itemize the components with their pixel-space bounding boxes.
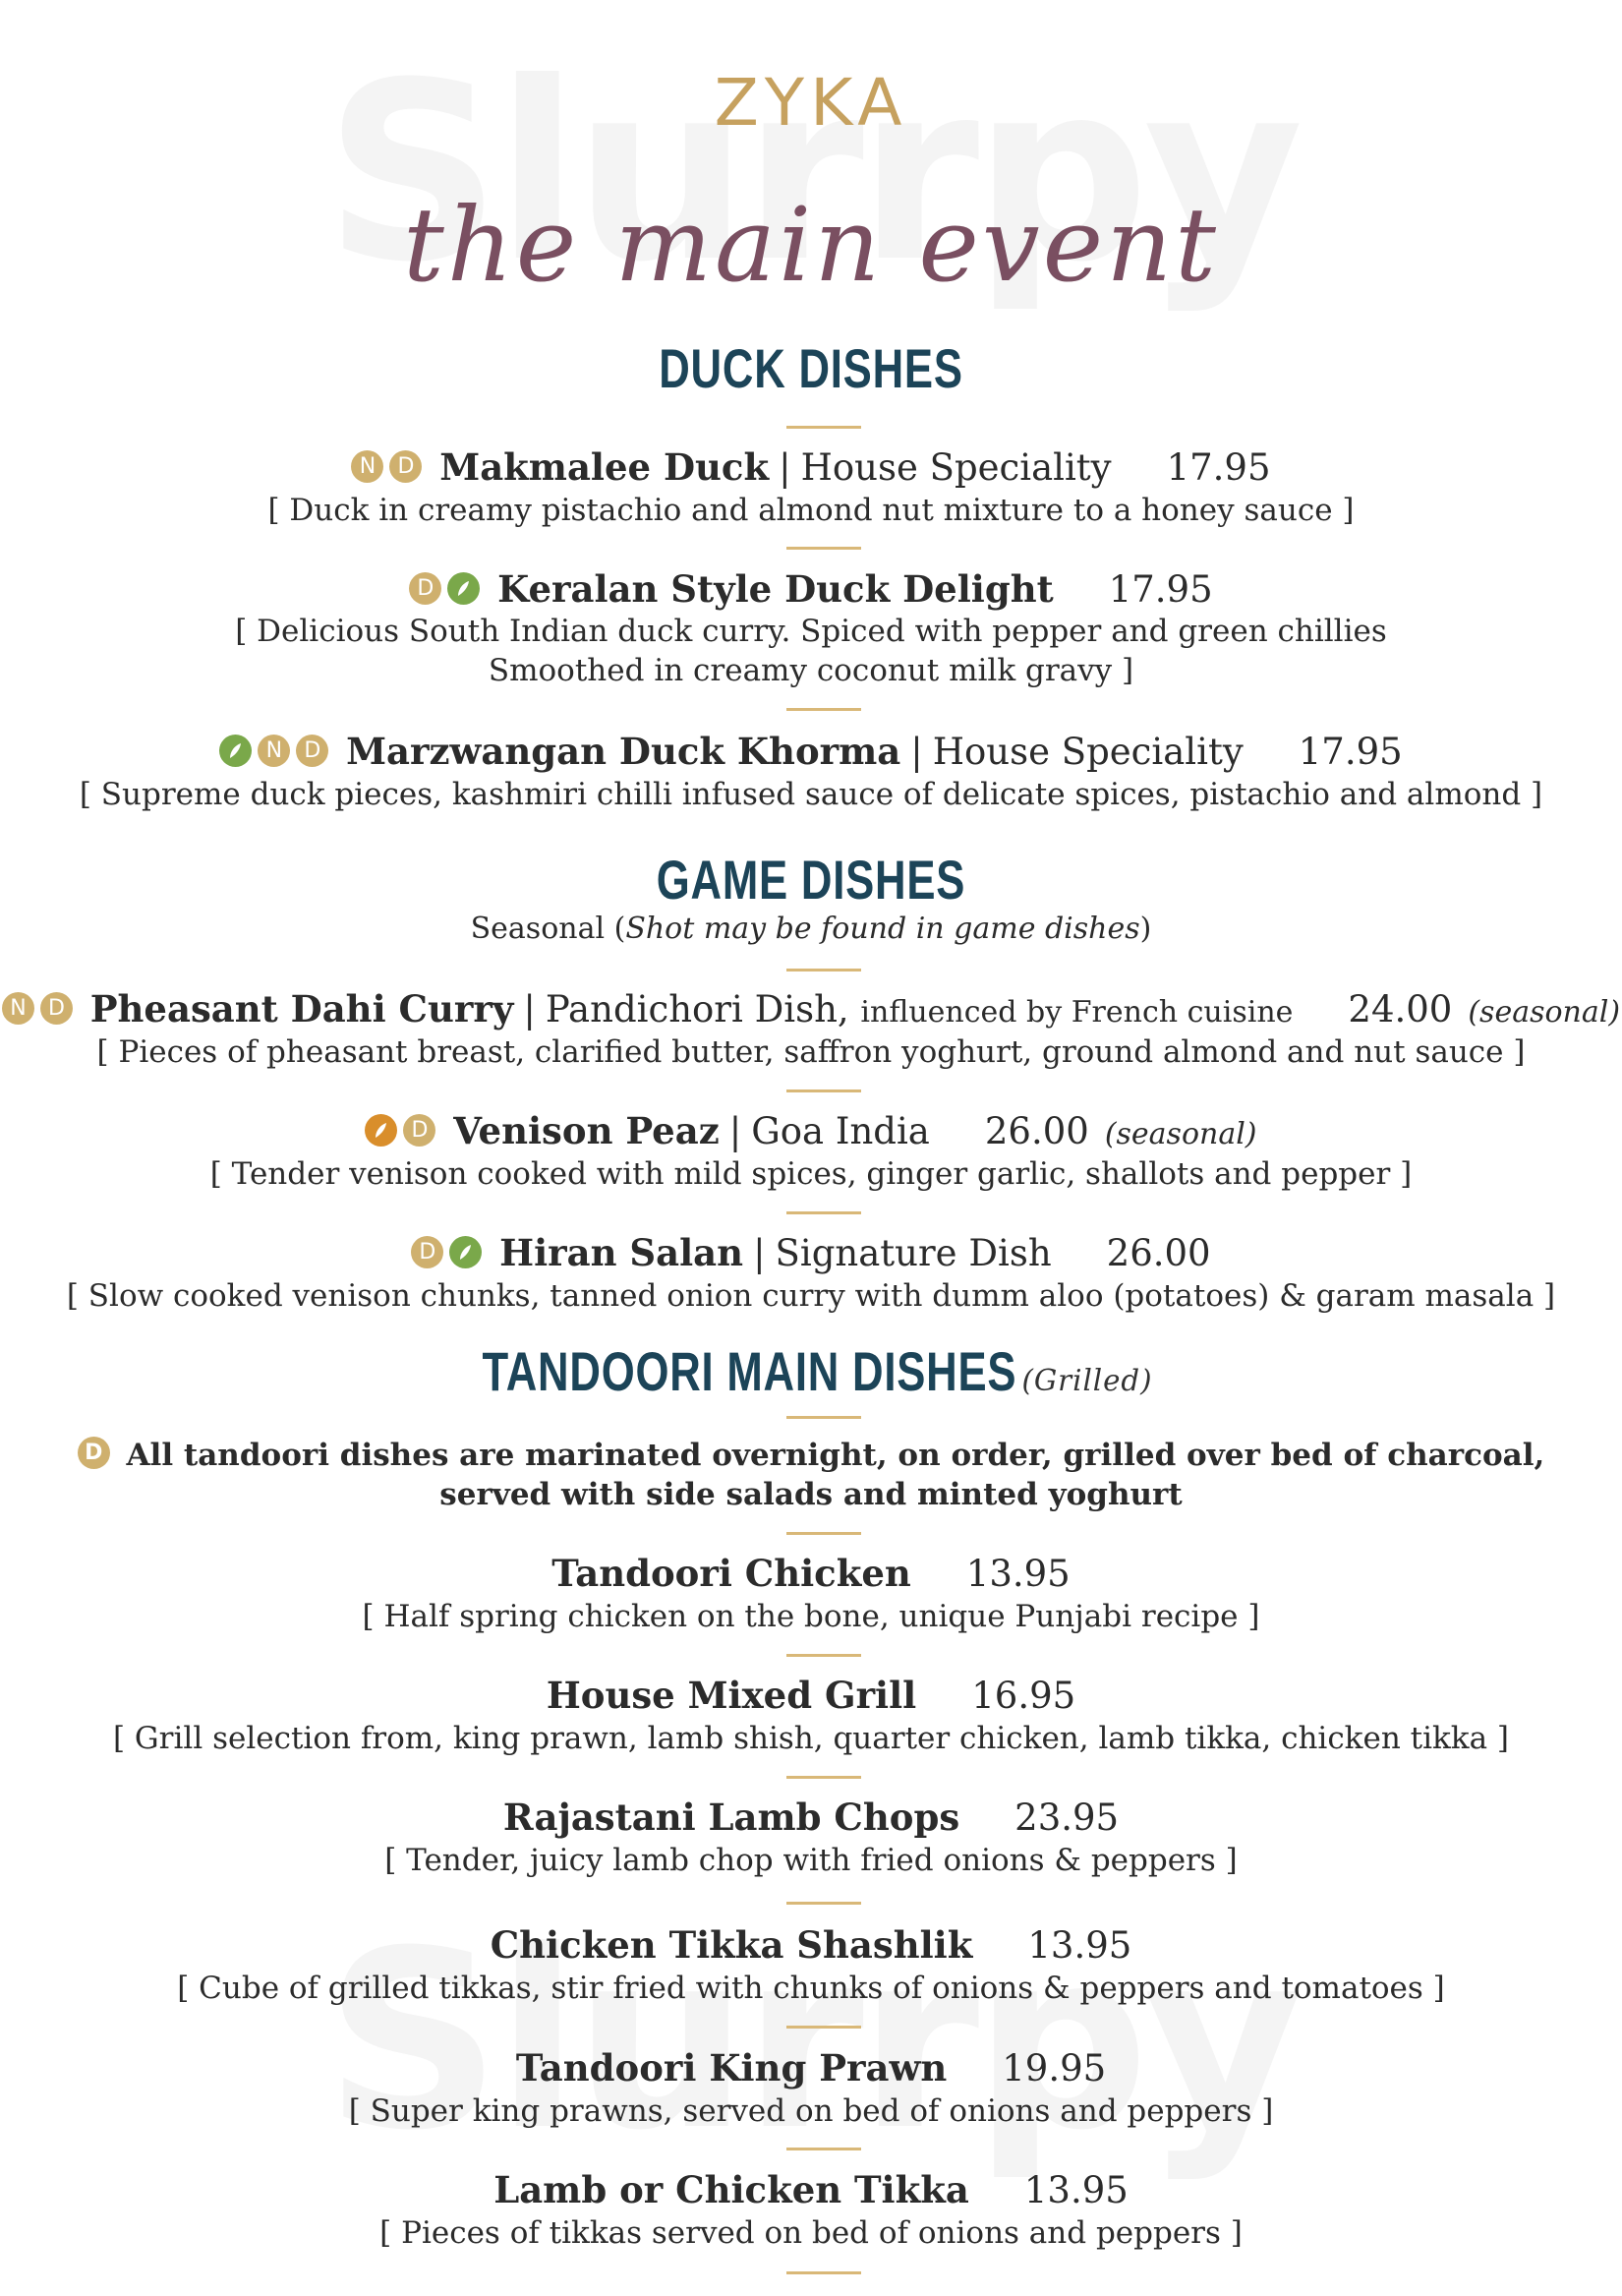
section-title-duck: DUCK DISHES [659,337,963,399]
dairy-icon: D [403,1114,435,1147]
dish-lamb-or-chicken-tikka [0,2168,1622,2212]
dish-rajastani-lamb-chops [0,1796,1622,1840]
tandoori-notice: D All tandoori dishes are marinated overnight, on order, grilled over bed of charcoal, [0,1436,1622,1475]
dish-description: [ Slow cooked venison chunks, tanned onion curry with dumm aloo (potatoes) & garam masala ] [66,1278,1556,1314]
dairy-icon: D [296,735,328,767]
dish-name: Lamb or Chicken Tikka [493,2168,969,2211]
dish-description: [ Tender, juicy lamb chop with fried onions & peppers ] [384,1843,1238,1878]
nut-icon: N [2,992,34,1025]
dish-price: 17.95 [1298,731,1403,773]
dish-name: Chicken Tikka Shashlik [490,1923,973,1967]
divider [786,2026,861,2029]
dish-subtitle: House Speciality [932,731,1244,773]
divider [786,1902,861,1905]
dish-chicken-tikka-shashlik [0,1923,1622,1968]
divider [786,1416,861,1419]
dish-price: 13.95 [1023,2169,1129,2211]
dish-name: House Mixed Grill [546,1674,917,1717]
dish-pheasant-dahi-curry: N D Pheasant Dahi Curry | Pandichori Dish, influenced by French cuisine 24.00 (seasonal) [0,987,1622,1034]
dish-name: Marzwangan Duck Khorma [346,730,901,773]
dish-price: 19.95 [1002,2047,1107,2090]
divider [786,426,861,429]
section-title-tandoori: TANDOORI MAIN DISHES (Grilled) [482,1340,1153,1402]
dish-marzwangan-duck: N D Marzwangan Duck Khorma | House Speciality 17.95 [0,730,1622,774]
seasonal-tag: (seasonal) [1104,1117,1257,1151]
dish-subtitle: Signature Dish [775,1232,1052,1274]
dish-subtitle: Goa India [751,1110,930,1152]
orange-chilli-icon [365,1114,397,1147]
dish-name: Hiran Salan [499,1231,744,1274]
dish-subtitle: House Speciality [800,446,1112,489]
green-chilli-icon [449,1236,482,1268]
dish-price: 16.95 [971,1675,1076,1717]
dish-aside: influenced by French cuisine [860,995,1294,1030]
dish-name: Tandoori Chicken [551,1552,911,1595]
dish-price: 24.00 [1348,988,1453,1030]
divider [786,2271,861,2274]
divider [786,1654,861,1657]
divider [786,969,861,971]
divider [786,547,861,550]
dish-tandoori-chicken [0,1552,1622,1596]
green-chilli-icon [219,735,252,767]
dish-description: [ Super king prawns, served on bed of onions and peppers ] [348,2093,1274,2129]
brand-logo: ZYKA [714,65,908,141]
dish-makmalee-duck: N D Makmalee Duck | House Speciality 17.95 [0,445,1622,490]
nut-icon: N [351,450,383,483]
dish-price: 26.00 [1106,1232,1211,1274]
dish-price: 26.00 [984,1110,1089,1152]
dish-keralan-duck [0,567,1622,612]
tandoori-notice-line2: served with side salads and minted yoghurt [439,1477,1183,1512]
dairy-icon: D [389,450,422,483]
divider [786,1776,861,1779]
game-season-note: Seasonal (Shot may be found in game dishes) [470,912,1152,946]
dish-description: [ Cube of grilled tikkas, stir fried with chunks of onions & peppers and tomatoes ] [177,1971,1445,2006]
dish-description: [ Grill selection from, king prawn, lamb shish, quarter chicken, lamb tikka, chicken tikka ] [112,1721,1510,1756]
dish-hiran-salan: D Hiran Salan | Signature Dish 26.00 [0,1231,1622,1275]
divider [786,708,861,711]
seasonal-tag: (seasonal) [1468,995,1621,1030]
dish-name: Keralan Style Duck Delight [497,567,1054,611]
dish-description: [ Delicious South Indian duck curry. Spiced with pepper and green chillies [235,614,1387,649]
dish-description: [ Pieces of tikkas served on bed of onions and peppers ] [379,2215,1243,2251]
dish-description: [ Pieces of pheasant breast, clarified butter, saffron yoghurt, ground almond and nut sauce ] [96,1034,1526,1070]
dish-subtitle: Pandichori Dish, [545,988,849,1030]
dish-price: 13.95 [965,1553,1071,1595]
dish-price: 23.95 [1014,1796,1120,1839]
dish-price: 17.95 [1108,568,1213,611]
section-title-game: GAME DISHES [656,849,966,911]
dairy-icon: D [411,1236,443,1268]
tagline: the main event [403,185,1219,305]
dish-description: [ Duck in creamy pistachio and almond nut mixture to a honey sauce ] [267,493,1355,528]
dish-house-mixed-grill [0,1674,1622,1718]
divider [786,1089,861,1092]
dish-name: Makmalee Duck [439,445,770,489]
divider [786,1532,861,1535]
dish-price: 17.95 [1166,446,1271,489]
dish-description: [ Tender venison cooked with mild spices, ginger garlic, shallots and pepper ] [209,1156,1413,1192]
dish-name: Tandoori King Prawn [515,2046,948,2090]
dish-price: 13.95 [1027,1924,1132,1967]
green-chilli-icon [447,572,480,605]
dairy-icon: D [40,992,73,1025]
dish-name: Rajastani Lamb Chops [502,1796,960,1839]
dish-tandoori-king-prawn [0,2046,1622,2090]
dish-name: Venison Peaz [453,1109,720,1152]
dairy-icon: D [78,1437,110,1469]
divider [786,1211,861,1214]
dish-description: [ Supreme duck pieces, kashmiri chilli infused sauce of delicate spices, pistachio and almond ] [79,777,1543,812]
dairy-icon: D [409,572,441,605]
section-title-note: (Grilled) [1021,1364,1153,1398]
dish-name: Pheasant Dahi Curry [89,987,514,1030]
dish-venison-peaz: D Venison Peaz | Goa India 26.00 (seasonal) [0,1109,1622,1156]
dish-description: [ Half spring chicken on the bone, unique Punjabi recipe ] [362,1599,1260,1634]
dish-description: Smoothed in creamy coconut milk gravy ] [488,653,1134,688]
divider [786,2148,861,2150]
nut-icon: N [258,735,290,767]
